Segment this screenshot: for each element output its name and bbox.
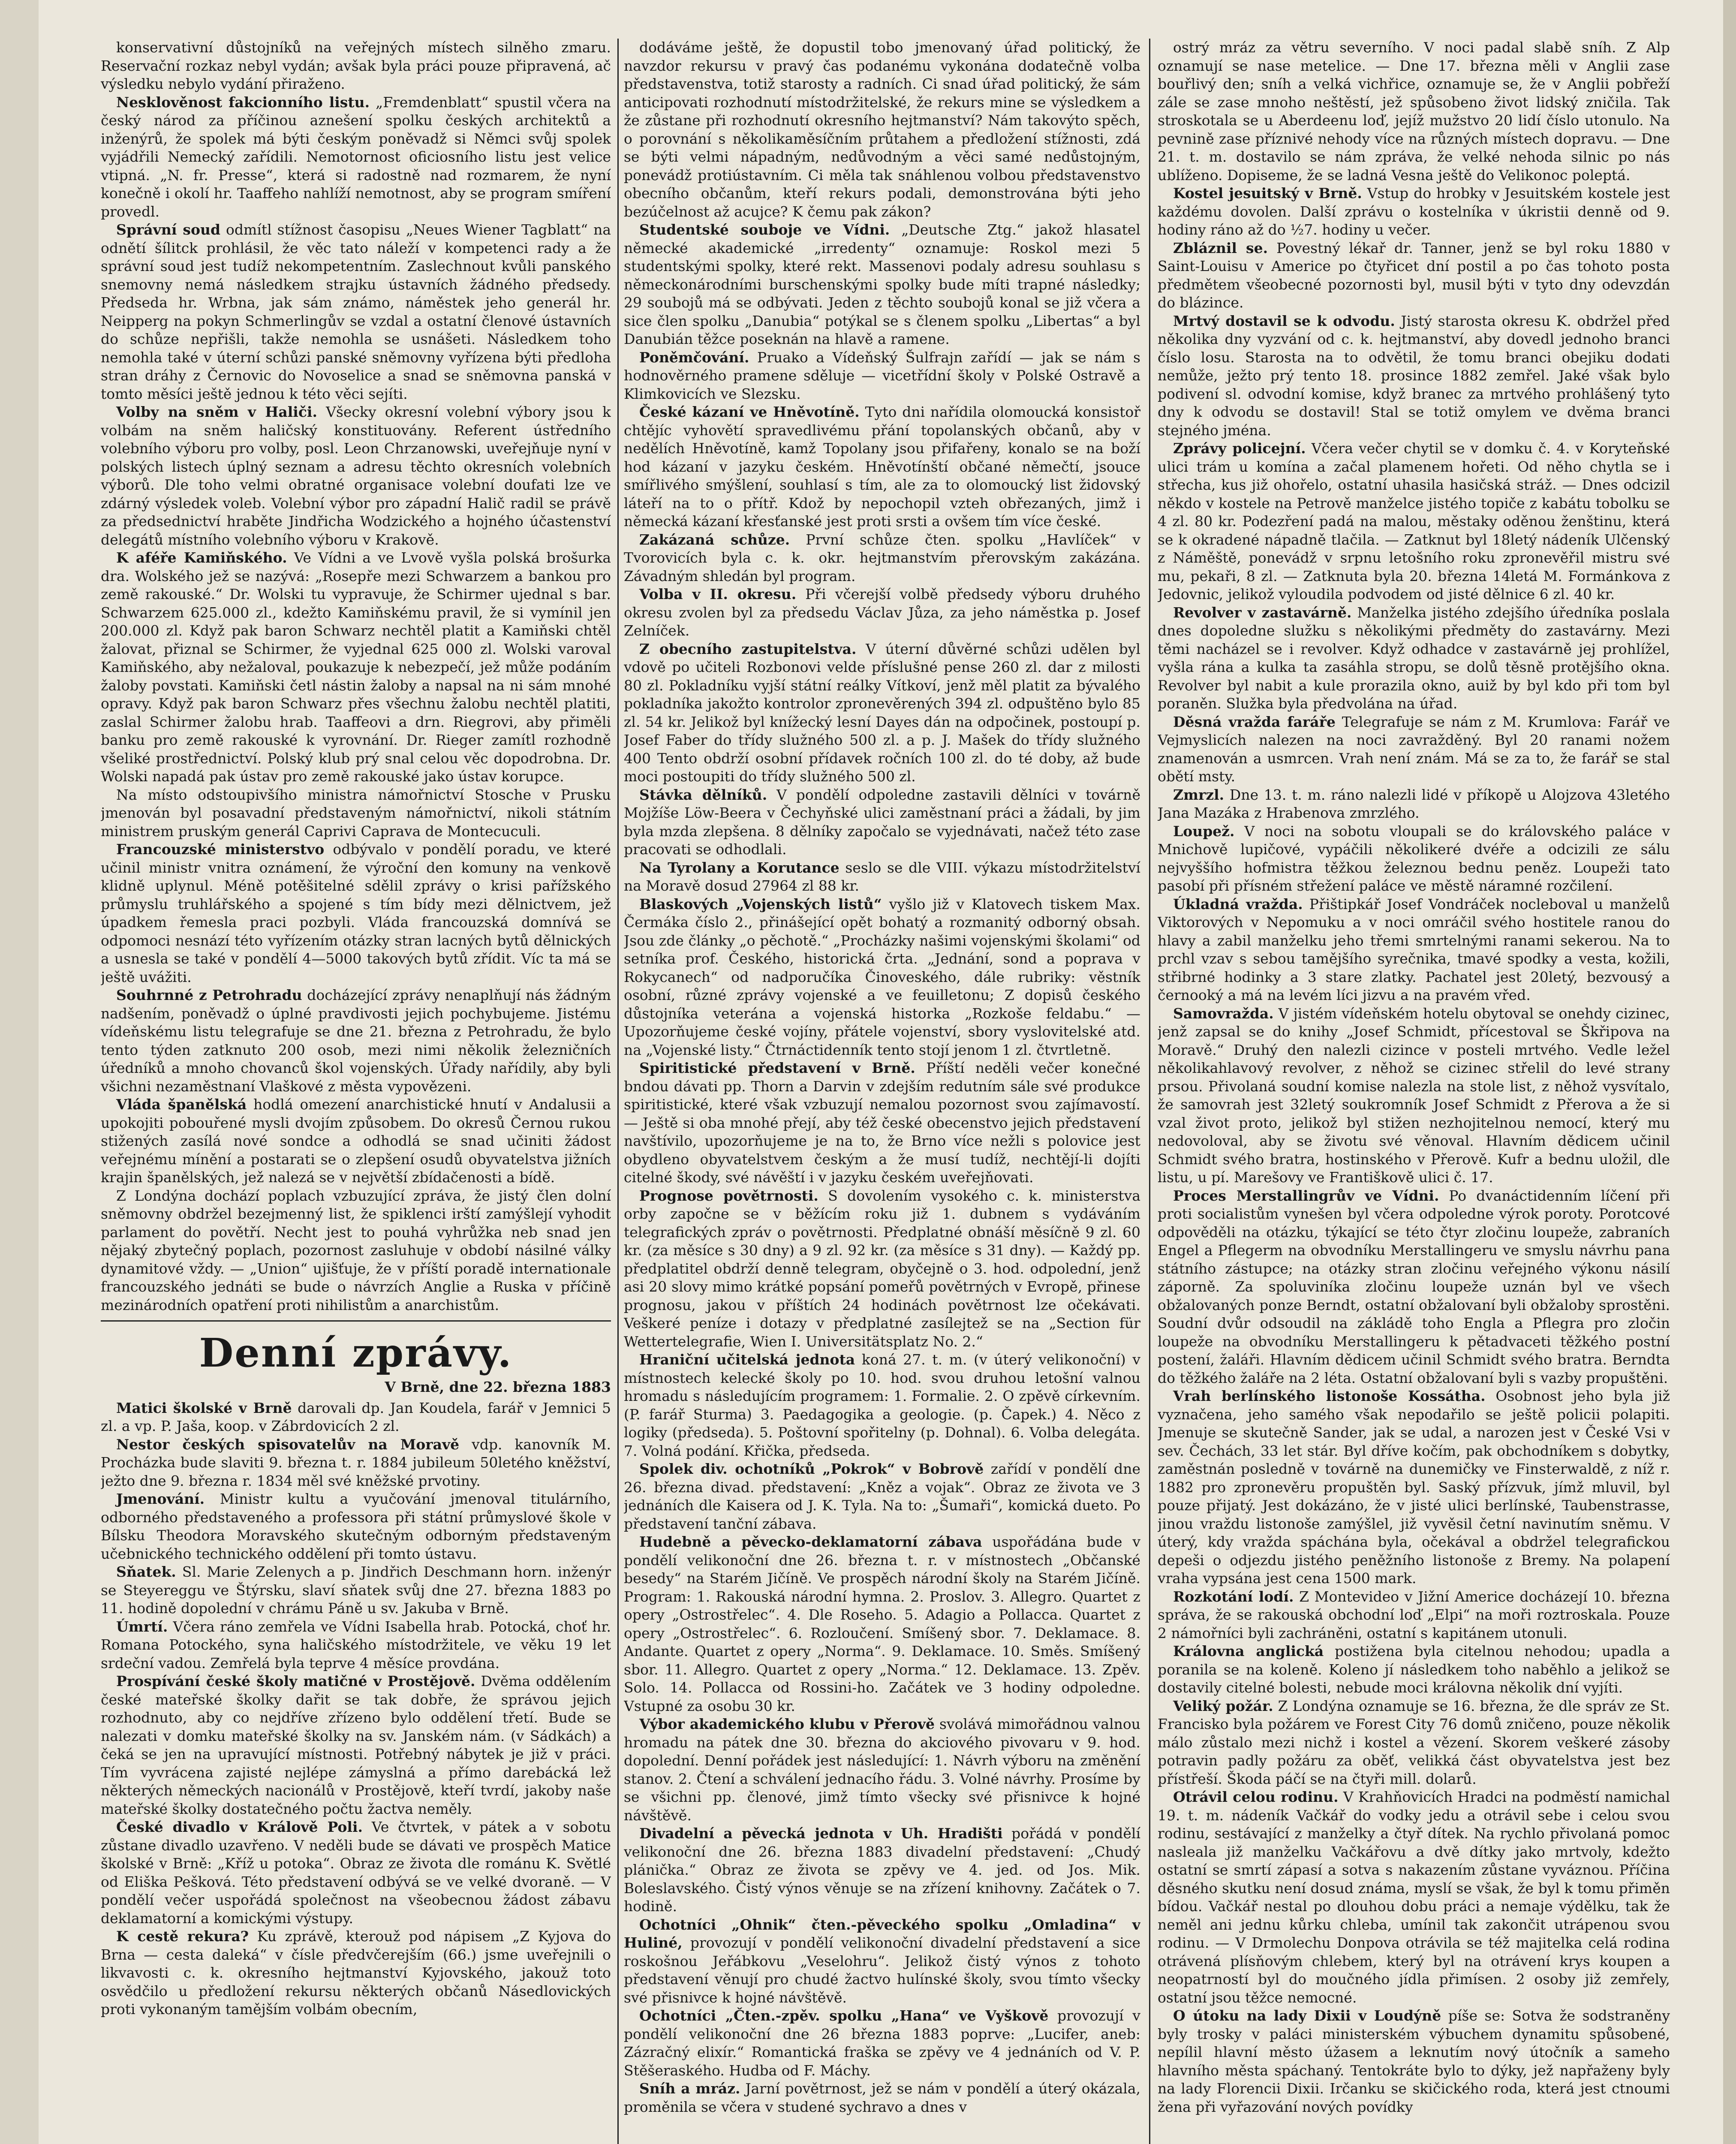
article-headline: O útoku na lady Dixii v Loudýně bbox=[1173, 2007, 1441, 2024]
article-paragraph bbox=[624, 640, 1140, 786]
column-rule bbox=[617, 39, 619, 2144]
article-text: Po dvanáctidenním líčení při proti socialistům vynešen byl včera odpoledne výrok poroty. Porotcové odpověděli na otázku, týkající se této čtyr zločinu loupeže, zabraních Engel a Pflegerm na obvodníku Merstallingeru ve smyslu návrhu pana státního zástupce; na otázky stran zločinu veřejného výkonu násilí záporně. Za spoluviníka zločinu loupeže uznán byl ve všech obžalovaných ponze Berndt, ostatní obžalovaní byli obžaloby sprostěni. Soudní dvůr odsoudil na zákládě toho Engla a Pflegra pro zločin loupeže na obvodníku Merstallingeru k pětadvaceti těžkého postní postení, žaláři. Hlavním dědicem učinil Schmidt svého bratra. Berndta do těžkého žaláře na 2 léta. Ostatní obžalovaní byli s vazby propuštěni. bbox=[1158, 1187, 1670, 1386]
article-paragraph bbox=[1158, 1005, 1670, 1187]
article-paragraph bbox=[624, 403, 1140, 531]
article-headline: Ochotníci „Ohnik“ čten.-pěveckého spolku „Omladina“ v Huliné, bbox=[624, 1916, 1140, 1951]
article-text: koná 27. t. m. (v úterý velikonoční) v místnostech kelecké školy po 10. hod. svou druhou letošní valnou hromadu s následujícím programem: 1. Formalie. 2. O zpěvě církevním. (P. farář Sturma) 3. Paedagogika a geologie. (p. Čapek.) 4. Něco z logiky (předseda). 5. Poštovní spořitelny (p. Dohnal). 6. Volba delegáta. 7. Volná podání. Křička, předseda. bbox=[624, 1351, 1140, 1459]
article-text: Pruako a Vídeňský Šulfrajn zařídí — jak se nám s hodnověrného pramene sděluje — vicetřídní školy v Polské Ostravě a Klimkovicích ve Slezsku. bbox=[624, 349, 1140, 402]
article-text: Na místo odstoupivšího ministra námořnictví Stosche v Prusku jmenován byl posavadní představeným námořnictví, nikoli státním ministrem pruským generál Caprivi Caprava de Montecuculi. bbox=[101, 786, 611, 840]
article-headline: Samovražda. bbox=[1173, 1005, 1274, 1022]
article-text: docházející zprávy nenaplňují nás žádným nadšením, poněvadž o úplné pravdivosti jejich pochybujeme. Jistému vídeňskému listu telegrafuje se dne 21. března z Petrohradu, že bylo tento týden zatknuto 200 osob, mezi nimi několik železničních úředníků a mnoho chovanců škol vojenských. Úřady nařídily, aby byli všichni nezaměstnaní Vlaškové z města vypovězeni. bbox=[101, 987, 611, 1095]
article-text: postižena byla citelnou nehodou; upadla a poranila se na koleně. Koleno jí následkem toho naběhlo a jelikož se dostavily citelné bolesti, nebude moci královna několik dní vyjíti. bbox=[1158, 1643, 1670, 1696]
article-headline: Ochotníci „Čten.-zpěv. spolku „Hana“ ve Vyškově bbox=[639, 2007, 1049, 2024]
article-paragraph bbox=[1158, 1642, 1670, 1697]
article-text: Všecky okresní volební výbory jsou k volbám na sněm haličský konstituovány. Referent ústředního volebního výboru pro volby, posl. Leon Chrzanowski, uveřejňuje nyní v polských listech úplný seznam a adresu těchto okresních volebních výborů. Dle toho velmi obratné organisace volební doufati lze ve zdárný výsledek voleb. Volební výbor pro západní Halič radil se právě za předsednictví hraběte Jindřicha Wodzického a hojného účastenství delegátů místního volebního výboru v Krakově. bbox=[101, 404, 611, 548]
article-paragraph bbox=[1158, 239, 1670, 312]
page-edge bbox=[1723, 0, 1736, 2144]
article-paragraph bbox=[101, 39, 611, 93]
article-text: Z Londýna oznamuje se 16. března, že dle správ ze St. Francisko byla požárem ve Forest City 76 domů zničeno, pouze několik málo zůstalo mezi nichž i kostel a vězení. Skorem veškeré zásoby potravin padly požáru za oběť, velikká část obyvatelstva jest bez přístřeší. Škoda páčí se na čtyři mill. dolarů. bbox=[1158, 1697, 1670, 1787]
column-1-articles bbox=[101, 39, 611, 1314]
article-paragraph bbox=[1158, 713, 1670, 786]
article-paragraph bbox=[624, 2007, 1140, 2080]
article-text: Včera večer chytil se v domku č. 4. v Koryteňské ulici trám u komína a začal plamenem hořeti. Od něho chytla se i střecha, kus již ohořelo, ostatní uhasila hasičská stráž. — Dnes odcizil někdo v kostele na Petrově manželce jistého topiče z kabátu tobolku se 4 zl. 80 kr. Podezření padá na malou, městaky oděnou ženštinu, která se k okradené nápadně tlačila. — Zatknut byl 18letý nádeník Ulčenský z Náměště, ponevádž v srpnu letošního roku zpronevěřil mistru své mu, pekaři, 8 zl. — Zatknuta byla 20. března 14letá M. Formánkova z Jedovnic, jelikož vyloudila podvodem od jisté dělnice 6 zl. 40 kr. bbox=[1158, 440, 1670, 602]
article-headline: Úkladná vražda. bbox=[1173, 895, 1303, 912]
article-text: uspořádána bude v pondělí velikonoční dne 26. března t. r. v místnostech „Občanské besedy“ na Starém Jičíně. Ve prospěch národní školy na Starém Jičíně. Program: 1. Rakouská národní hymna. 2. Proslov. 3. Allegro. Quartet z opery „Ostrostřelec“. 4. Dle Roseho. 5. Adagio a Pollacca. Quartet z opery „Ostrostřelec“. 6. Rozloučení. Smíšený sbor. 7. Deklamace. 8. Andante. Quartet z opery „Norma“. 9. Deklamace. 10. Směs. Smíšený sbor. 11. Allegro. Quartet z opery „Norma.“ 12. Deklamace. 13. Zpěv. Solo. 14. Pollacca od Rossini-ho. Začátek ve 3 hodiny odpoledne. Vstupné za osobu 30 kr. bbox=[624, 1533, 1140, 1714]
article-text: vdp. kanovník M. Procházka bude slaviti 9. března t. r. 1884 jubileum 50letého kněžství, ježto dne 9. března r. 1834 měl své kněžské prvotiny. bbox=[101, 1436, 611, 1489]
article-paragraph bbox=[1158, 440, 1670, 604]
article-headline: Rozkotání lodí. bbox=[1173, 1588, 1294, 1605]
article-paragraph bbox=[624, 221, 1140, 349]
article-headline: Z obecního zastupitelstva. bbox=[639, 640, 857, 657]
article-paragraph bbox=[1158, 786, 1670, 822]
article-paragraph bbox=[1158, 1387, 1670, 1588]
article-headline: Spiritistické představení v Brně. bbox=[639, 1060, 915, 1076]
article-headline: Revolver v zastavárně. bbox=[1173, 604, 1352, 621]
article-paragraph bbox=[101, 986, 611, 1096]
article-text: V pondělí odpoledne zastavili dělníci v továrně Mojžíše Löw-Beera v Čechyňské ulici zaměstnaní práci a žádali, by jim byla mzda zlepšena. 8 dělníky započalo se vyjednávati, načež této zase pracovati se odhodlali. bbox=[624, 786, 1140, 858]
article-text: Ministr kultu a vyučování jmenoval titulárního, odborného představeného a professora při státní průmyslové škole v Bílsku Theodora Moravského skutečným odborným představeným učebnického technického oddělení při tomto ústavu. bbox=[101, 1491, 611, 1562]
article-paragraph bbox=[101, 221, 611, 403]
article-text: hodlá omezení anarchistické hnutí v Andalusii a upokojiti pobouřené mysli dvojím způsobem. Do okresů Černou rukou stižených zasílá nové sondce a odhodlá se snad učiniti žádost veřejnému mínění a postarati se o zlepšení osudů obyvatelstva jižních krajin španělských, jež nalezá se v největší zbídačenosti a bídě. bbox=[101, 1096, 611, 1186]
article-paragraph bbox=[1158, 895, 1670, 1005]
article-text: Tyto dni nařídila olomoucká konsistoř chtějíc vyhovětí spravedlivému přání topolanských občanů, aby v nedělích Hněvotíně, kamž Topolany jsou přifařeny, konalo se na boží hod kázaní v jazyku českém. Hněvotínští občané němečtí, jsouce smířlivého smýšlení, souhlasí s tím, ale za to olomoucký list židovský láteří na to o přítř. Kdož by nepochopil vzteh obřezaných, jimž i německá kázaní křesťanské jest proti srsti a ovšem tím více české. bbox=[624, 404, 1140, 530]
article-paragraph bbox=[624, 1916, 1140, 2007]
article-headline: Volby na sněm v Haliči. bbox=[116, 404, 317, 420]
article-paragraph bbox=[1158, 312, 1670, 440]
section-title: Denní zprávy. bbox=[199, 1330, 513, 1376]
article-text: V jistém vídeňském hotelu obytoval se onehdy cizinec, jenž zapsal se do knihy „Josef Schmidt, přícestoval se Škřipova na Moravě.“ Druhý den nalezli cizince v posteli mrtvého. Vedle ležel několikahlavový revolver, z něhož se cizinec střelil do levé strany prsou. Přivolaná soudní komise nalezla na stole list, z něhož vysvítalo, že samovrah jest 32letý soukromník Josef Schmidt z Přerova a že si vzal život proto, jelikož byl stižen nezhojitelnou nemocí, který mu nedovoloval, aby se životu své věnoval. Hlavním dědicem učinil Schmidt svého bratra, hostinského v Přerově. Kufr a bednu uložil, dle listu, u pí. Marešovy ve Františkově ulici č. 17. bbox=[1158, 1005, 1670, 1186]
section-divider bbox=[101, 1320, 611, 1322]
article-headline: Poněmčování. bbox=[639, 349, 749, 366]
article-text: Jistý starosta okresu K. obdržel před několika dny vyzvání od c. k. hejtmanství, aby dovedl jednoho branci číslo losu. Starosta na to odvětil, že tomu branci obejiku dodati nemůže, ježto prý tento 18. prosince 1882 zemřel. Jaké však bylo podivení sl. odvodní komise, když branec za mrtvého prohlášený tyto dny k odvodu se dostavil! Stal se totiž omylem ve dvěma branci stejného jména. bbox=[1158, 312, 1670, 439]
article-headline: Divadelní a pěvecká jednota v Uh. Hradišti bbox=[639, 1825, 1003, 1842]
article-text: S dovolením vysokého c. k. ministerstva orby započne se v běžícím roku již 1. dubnem s vydáváním telegrafických zpráv o povětrnosti. Předplatné obnáší měsíčně 9 zl. 60 kr. (za měsíce s 30 dny) a 9 zl. 92 kr. (za měsíce s 31 dny). — Každý pp. předplatitel obdrží denně telegram, obyčejně o 3. hod. odpolední, jenž asi 20 slovy mimo krátké popsání pomeřů povětrných v Evropě, přinese prognosu, jakou v příštích 24 hodinách povětrnost lze očekávati. Veškeré peníze i dotazy v předplatné zasílejtež se na „Section für Wettertelegrafie, Wien I. Universitätsplatz No. 2.“ bbox=[624, 1187, 1140, 1350]
article-paragraph bbox=[624, 1059, 1140, 1187]
article-text: První schůze čten. spolku „Havlíček“ v Tvorovicích byla c. k. okr. hejtmanstvím přerovským zakázána. Závadným shledán byl program. bbox=[624, 531, 1140, 584]
article-paragraph bbox=[1158, 604, 1670, 713]
article-headline: Královna anglická bbox=[1173, 1643, 1324, 1659]
article-text: provozují v pondělí velikonoční divadelní představení a sice roskošnou Jeřábkovu „Veselohru“. Jelikož čistý výnos z tohoto představení věnují pro chudé žactvo hulínské školy, svou tímto všecky své přisnivce k hojné návštěvě. bbox=[624, 1934, 1140, 2006]
article-headline: Na Tyrolany a Korutance bbox=[639, 859, 839, 876]
article-text: Vstup do hrobky v Jesuitském kostele jest každému dovolen. Další zprávu o kostelníka v úkristii denně od 9. hodiny ráno až do ½7. hodiny u večer. bbox=[1158, 185, 1670, 238]
article-headline: Souhrnné z Petrohradu bbox=[116, 987, 302, 1003]
article-headline: Vláda španělská bbox=[116, 1096, 247, 1113]
article-paragraph bbox=[101, 93, 611, 221]
article-text: odbývalo v pondělí poradu, ve které učinil ministr vnitra oznámení, že výroční den komuny na venkově klidně uplynul. Méně potěšitelné sdělil zprávy o krisi pařížského průmyslu truhlářského a spojené s tím bídy mezi dělnictvem, jež úpadkem řemesla praci pozbyli. Vláda francouzská domnívá se odpomoci nesnází této vyřízením otázky stran lacných bytů dělnických a usnesla se také v pondělí 4—5000 takových bytů zřídit. Víc ta má se ještě uvážiti. bbox=[101, 841, 611, 985]
article-paragraph bbox=[624, 786, 1140, 859]
article-paragraph bbox=[624, 531, 1140, 586]
article-headline: Loupež. bbox=[1173, 822, 1235, 840]
column-1 bbox=[101, 39, 611, 2144]
article-headline: České divadlo v Králově Poli. bbox=[116, 1819, 363, 1835]
article-paragraph bbox=[1158, 2007, 1670, 2116]
article-paragraph bbox=[1158, 1588, 1670, 1643]
article-headline: Hraniční učitelská jednota bbox=[639, 1351, 855, 1368]
article-text: Jarní povětrnost, jež se nám v pondělí a úterý okázala, proměnila se včera v studené sychravo a dnes v bbox=[624, 2080, 1140, 2115]
article-paragraph bbox=[101, 549, 611, 786]
article-paragraph bbox=[101, 840, 611, 986]
article-paragraph bbox=[101, 1563, 611, 1618]
article-paragraph bbox=[101, 1927, 611, 2019]
article-headline: České kázaní ve Hněvotíně. bbox=[639, 404, 860, 420]
article-headline: Kostel jesuitský v Brně. bbox=[1173, 185, 1362, 202]
article-text: píše se: Sotva že sodstraněny byly trosky v paláci ministerském výbuchem dynamitu spůsobené, nepílil hlavní město úžasem a leknutím nový útočník a sameho hlavního města spáchaný. Tentokráte bylo to dýky, jež napřaženy byly na lady Florencii Dixii. Irčanku se skičického roda, která jest ctnoumi žena při vyřazování nových povídky bbox=[1158, 2007, 1670, 2115]
article-headline: Sňatek. bbox=[116, 1563, 176, 1580]
article-headline: Nestor českých spisovatelův na Moravě bbox=[116, 1436, 460, 1453]
article-headline: Zmrzl. bbox=[1173, 786, 1225, 803]
article-paragraph bbox=[624, 1187, 1140, 1351]
article-text: Z Londýna dochází poplach vzbuzující zpráva, že jistý člen dolní sněmovny obdržel bezejmenný list, že spiklenci irští zamýšlejí vyhodit parlament do povětří. Necht jest to pouhá vyhrůžka neb snad jen nějaký zbytečný poplach, pozornost zasluhuje v období násilné války dynamitové vždy. — „Union“ ujišťuje, že v příští poradě internationale francouzského jednáti se bude o návrzích Anglie a Ruska v příčině mezinárodních opatření proti nihilistům a anarchistům. bbox=[101, 1187, 611, 1313]
article-text: vyšlo již v Klatovech tiskem Max. Čermáka číslo 2., přinášející opět bohatý a rozmanitý odborný obsah. Jsou zde články „o pěchotě.“ „Procházky našimi vojenskými školami“ od setníka prof. Českého, historická črta. „Jednání, sond a poprava v Rokycanech“ od nadporučíka Činoveského, dále rubriky: věstník osobní, různé zprávy vojenské a ve feuilletonu; Z dopisů českého důstojníka veterána a vojenská historka „Rozkoše feldabu.“ — Upozorňujeme české vojíny, přátele vojenství, sbory vyslovitelské atd. na „Vojenské listy.“ Čtrnáctidenník tento stojí jenom 1 zl. čtvrtletně. bbox=[624, 895, 1140, 1058]
article-text: Povestný lékař dr. Tanner, jenž se byl roku 1880 v Saint-Louisu v Americe po čtyřicet dní postil a po čas tohoto posta předmětem všeobecné pozornosti byl, musil býti v tyto dny odevzdán do blázince. bbox=[1158, 239, 1670, 311]
article-headline: Vrah berlínského listonoše Kossátha. bbox=[1173, 1388, 1486, 1404]
article-headline: Nesklověnost fakcionního listu. bbox=[116, 93, 370, 111]
article-text: Z Montevideo v Jižní Americe docházejí 10. března správa, že se rakouská obchodní loď „Elpi“ na moři roztroskala. Pouze 2 námořníci byli zachráněni, ostatní s kapitánem utonuli. bbox=[1158, 1588, 1670, 1641]
article-text: konservativní důstojníků na veřejných místech silněho zmaru. Reservační rozkaz nebyl vydán; avšak byla práci pouze připravená, ač výsledku nebylo vydání přiraženo. bbox=[101, 39, 611, 92]
article-paragraph bbox=[624, 1715, 1140, 1825]
article-text: Dvěma oddělením české mateřské školky dařit se tak dobře, že správou jejich rozhodnuto, aby co nejdříve zřízeno bylo oddělení třetí. Bude se nalezati v domku mateřské školky na sv. Janském nám. (v Sádkách) a čeká se jen na upravující místnosti. Potřebný nábytek je již v práci. Tím vyvrácena zajisté nejlépe zámyslná a přímo darebácká lež některých německých nacionálů v Prostějově, kteří tvrdí, jakoby naše mateřské školky dostatečného počtu žactva neměly. bbox=[101, 1673, 611, 1817]
article-paragraph bbox=[101, 1436, 611, 1491]
column-1-news bbox=[101, 1399, 611, 2019]
article-headline: Hudebně a pěvecko-deklamatorní zábava bbox=[639, 1533, 982, 1550]
article-paragraph bbox=[101, 786, 611, 841]
article-text: provozují v pondělí velikonoční dne 26 března 1883 poprve: „Lucifer, aneb: Zázračný elixír.“ Romantická fraška se zpěvy ve 4 jednáních od V. P. Stěšeraského. Hudba od F. Máchy. bbox=[624, 2007, 1140, 2079]
article-text: odmítl stížnost časopisu „Neues Wiener Tagblatt“ na odnětí šílitck prohlásil, že věc tato náleží v kompetenci rady a že správní soud jest tudíž nekompetentním. Zaslechnout kvůli panského snemovny nemá následkem strajku ústavních žádného předsedy. Předseda hr. Wrbna, jak sám známo, náměstek jeho generál hr. Neipperg na pokyn Schmerlingův se vzdal a ostatní členové ústavních do schůze nepřišli, takže nemohla se usnášeti. Následkem toho nemohla také v úterní schůzi panské sněmovny vyřízena býti předloha stran dráhy z Černovic do Novoselice a snad se sněmovna panská v tomto měsíci ještě jednou k této věci sejíti. bbox=[101, 221, 611, 402]
article-headline: K aféře Kamiňského. bbox=[116, 549, 287, 566]
article-headline: Zprávy policejní. bbox=[1173, 440, 1306, 457]
article-text: darovali dp. Jan Koudela, farář v Jemnici 5 zl. a vp. P. Jaša, koop. v Zábrdovicích 2 zl. bbox=[101, 1399, 611, 1434]
article-headline: Prognose povětrnosti. bbox=[639, 1187, 818, 1204]
article-paragraph bbox=[1158, 1187, 1670, 1388]
article-headline: Francouzské ministerstvo bbox=[116, 841, 325, 858]
article-paragraph bbox=[624, 39, 1140, 221]
article-paragraph bbox=[1158, 1697, 1670, 1789]
article-paragraph bbox=[624, 895, 1140, 1060]
article-paragraph bbox=[624, 1533, 1140, 1715]
article-paragraph bbox=[624, 1351, 1140, 1460]
article-paragraph bbox=[1158, 1788, 1670, 2007]
article-headline: Otrávil celou rodinu. bbox=[1173, 1789, 1339, 1805]
article-headline: Proces Merstallingrův ve Vídni. bbox=[1173, 1187, 1439, 1204]
article-text: V Krahňovicích Hradci na podměstí namichal 19. t. m. nádeník Vačkář do vodky jedu a otrávil sebe i celou svou rodinu, sestávající z manželky a čtyř dítek. Na rychlo přivolaná pomoc nasleala již manželku Vačkářovu a dvě dítky jako mrtvoly, kdežto ostatní se smrtí zápasí a sotva s nakazením zůstane vyváznou. Příčina děsného skutku není dosud známa, myslí se však, že byl k tomu přiměn bídou. Vačkář nestal po dlouhou dobu práci a nemaje výdělku, tak že neměl ani jednu kůrku chleba, umínil tak zakončit utrápenou svou rodinu. — V Drmolechu Donpova otrávila se též majitelka celá rodina otrávená plísňovým chlebem, který byl na otrávení krys koupen a neopatrností byl do moučného jídla přimísen. 2 osoby již zemřely, ostatní jsou těžce nemocné. bbox=[1158, 1789, 1670, 2006]
article-text: Včera ráno zemřela ve Vídni Isabella hrab. Potocká, choť hr. Romana Potockého, syna haličského místodržitele, ve věku 19 let srdeční vadou. Zemřelá byla teprve 4 měsíce provdána. bbox=[101, 1618, 611, 1671]
article-text: pořádá v pondělí velikonoční dne 26. března 1883 divadelní představení: „Chudý plánička.“ Obraz ze života se zpěvy ve 4. jed. od Jos. Mik. Boleslavského. Čistý výnos věnuje se na zřízení knihovny. Začátek o 7. hodině. bbox=[624, 1825, 1140, 1915]
article-headline: Výbor akademického klubu v Přerově bbox=[639, 1716, 935, 1732]
article-paragraph bbox=[101, 1818, 611, 1927]
article-paragraph bbox=[101, 1096, 611, 1187]
article-headline: Děsná vražda faráře bbox=[1173, 713, 1336, 730]
article-headline: Mrtvý dostavil se k odvodu. bbox=[1173, 312, 1395, 329]
article-headline: Správní soud bbox=[116, 221, 221, 238]
article-text: Ku zprávě, kterouž pod nápisem „Z Kyjova do Brna — cesta daleká“ v čísle předvčerejším (66.) jsme uveřejnili o likvavosti c. k. okresního hejtmanství Kyjovského, jakouž toto osvědčilo u předložení rekursu některých občanů Násedlovických proti vykonaným tamějším volbám obecním, bbox=[101, 1928, 611, 2018]
article-text: Ve čtvrtek, v pátek a v sobotu zůstane divadlo uzavřeno. V neděli bude se dávati ve prospěch Matice školské v Brně: „Kříž u potoka“. Obraz ze života dle románu K. Světlé od Eliška Pešková. Této představení odbývá se ve velké dvoraně. — V pondělí večer uspořádá společnost na všeobecnou žádost zábavu deklamatorní a komickými výstupy. bbox=[101, 1819, 611, 1927]
article-headline: Prospívání české školy matičné v Prostějově. bbox=[116, 1673, 475, 1689]
column-2 bbox=[624, 39, 1140, 2144]
article-text: Manželka jistého zdejšího úředníka poslala dnes dopoledne služku s několikými předměty do zastavárny. Mezi těmi nacházel se i revolver. Když odhadce v zastavárně jej prohlížel, vyšla rána a kulka ta zasáhla stropu, se dolů těsně protějšího okna. Revolver byl nabit a kule prorazila okno, auiž by byl kdo při tom byl poraněn. Služka byla předvolána na úřad. bbox=[1158, 604, 1670, 712]
article-paragraph bbox=[101, 1672, 611, 1818]
article-text: Příští neděli večer konečné bndou dávati pp. Thorn a Darvin v zdejším redutním sále své produkce spiritistické, které však vzbuzují nemalou pozornost svou zajímavostí. — Ještě si oba mnohé přejí, aby též české obecenstvo jejich představení navštívilo, upozorňujeme je na to, že Brno více nežli s polovice jest obydleno obyvatelstvem českým a že musí tudíž, nechtějí-li dojíti citelné škody, své návěští i v jazyku českém uveřejňovati. bbox=[624, 1060, 1140, 1186]
article-text: „Fremdenblatt“ spustil včera na český národ za příčinou aznešení spolku českých architektů a inženýrů, že spolek má býti českým poněvadž si Němci svůj spolek vyjádřili Nemecký zařídili. Nemotornost oficiosního listu jest velice vtipná. „N. fr. Presse“, která si radostně nad rozmarem, že nyní konečně i okolí hr. Taaffeho nahlíží nemotnost, aby se program smíření provedl. bbox=[101, 93, 611, 220]
article-text: V noci na sobotu vloupali se do královského paláce v Mnichově lupičové, vypáčili několikeré dvéře a odcizili ze sálu nejvyššího hofmistra těžkou železnou bednu peněz. Loupeži tato pasobí při přísném střežení paláce ve městě náramné rozčilení. bbox=[1158, 822, 1670, 894]
article-paragraph bbox=[624, 1825, 1140, 1916]
article-text: V úterní důvěrné schůzi udělen byl vdově po učiteli Rozbonovi velde příslušné pense 260 zl. dar z milosti 80 zl. Pokladníku vyjší státní reálky Vítkoví, jenž měl platit za bývalého pokladníka jakožto kontrolor zpronevěrených 394 zl. odpuštěno bylo 85 zl. 54 kr. Jelikož byl knížecký lesní Dayes dán na odpočinek, postoupí p. Josef Faber do třídy služného 500 zl. a p. J. Mašek do třídy služného 400 Tento obdrží osobní přídavek ročních 100 zl. do té doby, až bude moci postoupiti do třídy služného 500 zl. bbox=[624, 640, 1140, 785]
article-text: Osobnost jeho byla již vyznačena, jeho samého však nepodařilo se ještě policii polapiti. Jmenuje se skutečně Sander, jak se udal, a narozen jest v České Vsi v sev. Čechách, 33 let stár. Byl dříve kočím, pak obchodníkem s dobytky, zaměstnán posledně v továrně na dunemičky ve Finsterwaldě, z níž r. 1882 pro zpronevěru propuštěn byl. Saský přízvuk, jímž mluvil, byl pouze přijatý. Jest dokázáno, že v jisté ulici berlínské, Taubenstrasse, jinou vraždu listonoše zamýšlel, již vyvěsil četní navinutím sněmu. V úterý, kdy vražda spáchána byla, očekával a obdržel telegrafickou depeši o odjezdu jistého peněžního listonoše z Bremy. Na polapení vraha vypsána jest cena 1500 mark. bbox=[1158, 1388, 1670, 1587]
article-text: seslo se dle VIII. výkazu místodržitelství na Moravě dosud 27964 zl 88 kr. bbox=[624, 859, 1140, 894]
article-paragraph bbox=[624, 349, 1140, 404]
column-3 bbox=[1158, 39, 1670, 2144]
article-text: Telegrafuje se nám z M. Krumlova: Farář ve Vejmyslicích nalezen na noci zavražděný. Byl 20 ranami nožem znamenován a usmrcen. Vrah není znám. Má se za to, že farář se stal obětí msty. bbox=[1158, 713, 1670, 785]
article-paragraph bbox=[1158, 184, 1670, 239]
article-paragraph bbox=[101, 1490, 611, 1563]
column-rule bbox=[1149, 39, 1150, 2144]
article-paragraph bbox=[101, 1187, 611, 1315]
article-text: dodáváme ještě, že dopustil tobo jmenovaný úřad politický, že navzdor rekursu v pravý čas podanému vykonána dodatečně volba představenstva, totiž starosty a radních. Ci snad úřad politický, že sám anticipovati rozhodnutí místodržitelské, že rekurs mine se výsledkem a že zůstane při rozhodnutí okresního hejtmanství? Nám takovýto spěch, o porovnání s několikaměsíčním průtahem a předložení stížnosti, zdá se býti velmi nápadným, nedůvodným a věci samé nedůstojným, ponevádž protiústavním. Ci měla tak snáhlenou volbou představenstvo obecního občanům, kteří rekurs podali, demonstrována býti jeho bezúčelnost až acujce? K čemu pak zákon? bbox=[624, 39, 1140, 220]
article-paragraph bbox=[624, 585, 1140, 640]
article-text: Ve Vídni a ve Lvově vyšla polská brošurka dra. Wolského jež se nazývá: „Rosepře mezi Schwarzem a bankou pro země rakouské.“ Dr. Wolski tu vypravuje, že Schirmer ujednal s bar. Schwarzem 625.000 zl., kdežto Kamiňskému pravil, že si vymínil jen 200.000 zl. Když pak baron Schwarz nechtěl platit a Kamiňski chtěl žalovat, přiznal se Schirmer, že vyjednal 625 000 zl. Wolski varoval Kamiňského, aby nežaloval, poukazuje k nebezpečí, jež může podáním žaloby povstati. Kamiňski četl nástin žaloby a napsal na ni sám mnohé opravy. Když pak baron Schwarz přes všechnu žalobu nechtěl platiti, zaslal Schirmer žalobu hrab. Taaffeovi a drn. Riegrovi, aby přiměli banku pro země rakouské k vyrovnání. Dr. Rieger zamítl rozhodně všeliké prostřednictví. Polský klub prý snal celou věc dopodrobna. Dr. Wolski napadá pak ústav pro země rakouské jako ústav korupce. bbox=[101, 549, 611, 785]
article-headline: K cestě rekura? bbox=[116, 1928, 249, 1945]
article-paragraph bbox=[624, 2080, 1140, 2116]
article-paragraph bbox=[101, 1618, 611, 1673]
article-text: ostrý mráz za větru severního. V noci padal slabě sníh. Z Alp oznamují se nase metelice. — Dne 17. března měli v Anglii zase bouřlivý den; sníh a velká vichřice, oznamuje se, že v Anglii pobřeží zále se zase mnoho neštěstí, jež spůsobeno život lidský zničila. Tak stroskotala se u Aberdeenu loď, jejíž mužstvo 20 lidí číslo utonulo. Na pevnině zase příznivé nehody více na různých místech dopravu. — Dne 21. t. m. dostavilo se nám zpráva, že velké nehoda silnic po nás ublíženo. Dopiseme, že se ladná Vesna ještě do Velikonoc poleptá. bbox=[1158, 39, 1670, 184]
article-headline: Zakázaná schůze. bbox=[639, 531, 790, 548]
article-text: „Deutsche Ztg.“ jakož hlasatel německé akademické „irredenty“ oznamuje: Roskol mezi 5 studentskými spolky, které rekt. Massenovi podaly adresu souhlasu s německonárodními burschenskými spolky bude míti trapné následky; 29 soubojů má se odbývati. Jeden z těchto soubojů konal se již včera a sice člen spolku „Danubia“ potýkal se s členem spolku „Libertas“ a byl Danubián těžce poseknán na hlavě a ramene. bbox=[624, 221, 1140, 347]
article-text: Při včerejší volbě předsedy výboru druhého okresu zvolen byl za předsedu Václav Jůza, za jeho náměstka p. Josef Zelníček. bbox=[624, 586, 1140, 639]
article-headline: Blaskových „Vojenských listů“ bbox=[639, 895, 882, 912]
article-headline: Úmrtí. bbox=[116, 1618, 168, 1635]
article-paragraph bbox=[624, 1460, 1140, 1533]
article-paragraph bbox=[1158, 822, 1670, 895]
article-paragraph bbox=[624, 859, 1140, 895]
page-margin bbox=[0, 0, 39, 2144]
article-headline: Jmenování. bbox=[116, 1491, 205, 1507]
article-text: Sl. Marie Zelenych a p. Jindřich Deschmann horn. inženýr se Steyereggu ve Štýrsku, slaví sňatek svůj dne 27. března 1883 po 11. hodině dopolední v chrámu Páně u sv. Jakuba v Brně. bbox=[101, 1563, 611, 1617]
article-headline: Spolek div. ochotníků „Pokrok“ v Bobrově bbox=[639, 1460, 984, 1477]
article-headline: Volba v II. okresu. bbox=[639, 586, 797, 602]
article-headline: Zbláznil se. bbox=[1173, 239, 1268, 256]
article-headline: Matici školské v Brně bbox=[116, 1399, 292, 1416]
article-headline: Veliký požár. bbox=[1173, 1697, 1273, 1714]
article-text: zařídí v pondělí dne 26. března divad. představení: „Kněz a vojak“. Obraz ze života ve 3 jednáních dle Kaisera od J. K. Tyla. Na to: „Šumaři“, komická dueto. Po představení tanční zábava. bbox=[624, 1460, 1140, 1532]
article-headline: Studentské souboje ve Vídni. bbox=[639, 221, 890, 238]
dateline: V Brně, dne 22. března 1883 bbox=[385, 1379, 611, 1395]
article-paragraph bbox=[1158, 39, 1670, 184]
article-paragraph bbox=[101, 1399, 611, 1436]
article-text: svolává mimořádnou valnou hromadu na pátek dne 30. března do akciového pivovaru v 9. hod. dopolední. Denní pořádek jest následující: 1. Návrh výboru na změnění stanov. 2. Čtení a schválení jednacího řádu. 3. Volné návrhy. Prosíme by se všichni pp. členové, jimž tímto všecky své přisnivce k hojné návštěvě. bbox=[624, 1716, 1140, 1824]
article-text: Přištipkář Josef Vondráček nocleboval u manželů Viktorových v Nepomuku a v noci omráčil svého hostitele ranou do hlavy a zabil manželku jeho třemi smrtelnými ranami sekerou. Na to prchl vzav s sebou tamějšího syrečnika, tmavé spodky a vesta, kožili, střibrné hodinky a 3 stare zlatky. Pachatel jest 20letý, bezvousý a černooký a má na levém líci jizvu a na pravém vřed. bbox=[1158, 895, 1670, 1003]
article-headline: Sníh a mráz. bbox=[639, 2080, 740, 2097]
article-paragraph bbox=[101, 403, 611, 549]
article-headline: Stávka dělníků. bbox=[639, 786, 767, 803]
article-text: Dne 13. t. m. ráno nalezli lidé v příkopě u Alojzova 43letého Jana Mazáka z Hrabenova zmrzlého. bbox=[1158, 786, 1670, 821]
